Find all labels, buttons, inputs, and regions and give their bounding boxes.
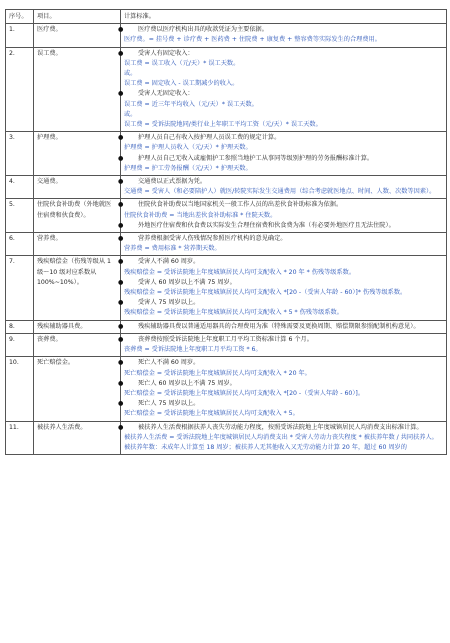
header-calculation-standard: 计算标准。 <box>121 10 447 24</box>
bullet-point <box>118 234 443 244</box>
bullet-point <box>118 335 443 345</box>
row-item-name: 死亡赔偿金。 <box>34 357 121 421</box>
line-text: 受害人 60 周岁以上不满 75 周岁。 <box>138 278 236 286</box>
line-text: 丧葬费 = 受诉法院地上年度职工月平均工资 * 6。 <box>124 346 262 354</box>
line-text: 死亡赔偿金 = 受诉法院地上年度城镇居民人均可支配收入 *[20 -（受害人年龄 - 60）]。 <box>124 389 365 397</box>
bullet-icon: ● <box>118 221 124 229</box>
formula-line <box>124 187 443 197</box>
row-calculation-standard <box>118 132 447 176</box>
row-calculation-standard <box>118 421 447 455</box>
line-text: 误工费 = 固定收入 - 误工期减少的收入。 <box>124 80 239 88</box>
row-item-name: 被扶养人生活费。 <box>34 421 121 455</box>
bullet-icon: ● <box>118 235 124 243</box>
table-row <box>6 256 447 320</box>
bullet-point <box>118 89 443 99</box>
row-serial-number: 10. <box>6 357 34 421</box>
row-item-name: 残疾赔偿金（伤残等级从 1 级～10 级对应系数从 100%~10%）。 <box>34 256 121 320</box>
row-serial-number: 11. <box>6 421 34 455</box>
line-text: 受害人无固定收入： <box>138 90 194 98</box>
table-row <box>6 233 447 256</box>
bullet-point <box>118 298 443 308</box>
table-row <box>6 24 447 47</box>
row-item-name: 丧葬费。 <box>34 333 121 356</box>
bullet-icon: ● <box>118 379 124 387</box>
line-text: 护理人员自己无收入或雇佣护工参照当地护工从事同等级别护理的劳务报酬标准计算。 <box>138 154 374 162</box>
formula-line <box>124 443 443 453</box>
table-row <box>6 47 447 132</box>
formula-line <box>124 79 443 89</box>
bullet-icon: ● <box>118 299 124 307</box>
table-row <box>6 320 447 333</box>
line-text: 残疾赔偿金 = 受诉法院地上年度城镇居民人均可支配收入 * 20 年 * 伤残等级系数。 <box>124 268 356 276</box>
line-text: 护理费 = 护理人员收入（元/天）* 护理天数。 <box>124 144 252 152</box>
row-item-name: 误工费。 <box>34 47 121 132</box>
line-text: 残疾赔偿金 = 受诉法院地上年度城镇居民人均可支配收入 * 5 * 伤残等级系数。 <box>124 309 343 317</box>
formula-line <box>124 433 443 443</box>
line-text: 残疾辅助器具费以普通适用器具的合理费用为准（特殊需要及更换周期、赔偿期限参照配制机构意见）。 <box>138 322 420 330</box>
line-text: 死亡人 75 周岁以上。 <box>138 400 200 408</box>
row-serial-number: 2. <box>6 47 34 132</box>
formula-line <box>124 143 443 153</box>
line-text: 或。 <box>124 70 137 78</box>
row-serial-number: 6. <box>6 233 34 256</box>
table-body <box>6 24 447 455</box>
table-row <box>6 421 447 455</box>
row-calculation-standard <box>118 233 447 256</box>
formula-line <box>124 59 443 69</box>
bullet-icon: ● <box>118 49 124 57</box>
row-calculation-standard <box>118 333 447 356</box>
bullet-point <box>118 177 443 187</box>
formula-line <box>124 120 443 130</box>
line-text: 误工费 = 受诉法院地同/类行业上年职工平均工资（元/天）* 误工天数。 <box>124 121 322 129</box>
line-text: 护理人员自己有收入按护理人员误工费的规定计算。 <box>138 134 281 142</box>
row-item-name: 交通费。 <box>34 176 121 199</box>
line-text: 被扶养人生活费根据扶养人丧失劳动能力程度，按照受诉法院地上年度城镇居民人均消费支出标准计算。 <box>138 423 423 431</box>
formula-line <box>124 268 443 278</box>
row-serial-number: 8. <box>6 320 34 333</box>
table-row <box>6 199 447 233</box>
line-text: 营养费根据受害人伤残情况参照医疗机构的意见确定。 <box>138 235 287 243</box>
formula-line <box>124 409 443 419</box>
bullet-icon: ● <box>118 322 124 330</box>
line-text: 丧葬费按照受诉法院地上年度职工月平均工资标准计算 6 个月。 <box>138 335 313 343</box>
formula-line <box>124 288 443 298</box>
row-item-name: 残疾辅助器具费。 <box>34 320 121 333</box>
bullet-point <box>118 423 443 433</box>
formula-line <box>124 244 443 254</box>
bullet-point <box>118 379 443 389</box>
row-serial-number: 3. <box>6 132 34 176</box>
table-row <box>6 333 447 356</box>
line-text: 被扶养年数：未成年人计算至 18 周岁；被扶养人无其他收入又无劳动能力计算 20 年，超过 60 周岁的 <box>124 443 407 451</box>
table-header-row <box>6 10 447 24</box>
line-text: 住院伙食补助费 = 当地出差伙食补助标准 * 住院天数。 <box>124 211 277 219</box>
formula-line <box>124 308 443 318</box>
row-serial-number: 5. <box>6 199 34 233</box>
row-calculation-standard <box>118 357 447 421</box>
bullet-icon: ● <box>118 258 124 266</box>
row-item-name: 护理费。 <box>34 132 121 176</box>
table-row <box>6 132 447 176</box>
bullet-point <box>118 257 443 267</box>
bullet-icon: ● <box>118 134 124 142</box>
row-calculation-standard <box>118 320 447 333</box>
formula-line <box>124 389 443 399</box>
bullet-icon: ● <box>118 400 124 408</box>
bullet-icon: ● <box>118 154 124 162</box>
bullet-icon: ● <box>118 278 124 286</box>
row-serial-number: 1. <box>6 24 34 47</box>
bullet-icon: ● <box>118 178 124 186</box>
row-calculation-standard <box>118 176 447 199</box>
formula-line <box>124 345 443 355</box>
bullet-icon: ● <box>118 26 124 34</box>
header-item: 项目。 <box>34 10 121 24</box>
line-text: 被扶养人生活费 = 受诉法院地上年度城镇居民人均消费支出 * 受害人劳动力丧失程度 * 被扶养年数 / 共同扶养人。 <box>124 433 438 441</box>
bullet-point <box>118 200 443 210</box>
table-row <box>6 176 447 199</box>
formula-line <box>124 369 443 379</box>
line-text: 营养费 = 费用标准 * 营养期天数。 <box>124 245 221 253</box>
row-calculation-standard <box>118 24 447 47</box>
row-calculation-standard <box>118 199 447 233</box>
bullet-point <box>118 133 443 143</box>
line-text: 住院伙食补助费以当地国家机关一般工作人员的出差伙食补助标准为依据。 <box>138 201 343 209</box>
bullet-icon: ● <box>118 359 124 367</box>
line-text: 死亡人不满 60 周岁。 <box>138 359 200 367</box>
bullet-point <box>118 322 443 332</box>
line-text: 医疗费以医疗机构出具的收款凭证为主要依据。 <box>138 26 268 34</box>
line-text: 误工费 = 近三年平均收入（元/天）* 误工天数。 <box>124 100 258 108</box>
line-text: 死亡人 60 周岁以上不满 75 周岁。 <box>138 379 236 387</box>
bullet-icon: ● <box>118 335 124 343</box>
row-serial-number: 7. <box>6 256 34 320</box>
bullet-point <box>118 278 443 288</box>
formula-line <box>124 211 443 221</box>
bullet-icon: ● <box>118 201 124 209</box>
row-item-name: 医疗费。 <box>34 24 121 47</box>
line-text: 误工费 = 误工收入（元/天）* 误工天数。 <box>124 59 240 67</box>
bullet-point <box>118 399 443 409</box>
line-text: 受害人有固定收入： <box>138 49 194 57</box>
row-calculation-standard <box>118 47 447 132</box>
line-text: 外地医疗住宿费和伙食费以实际发生合理住宿费和伙食费为准（有必要外地医疗且无法住院）。 <box>138 221 395 229</box>
table-row <box>6 357 447 421</box>
formula-line <box>124 69 443 79</box>
formula-line <box>124 35 443 45</box>
line-text: 受害人不满 60 周岁。 <box>138 258 200 266</box>
bullet-icon: ● <box>118 423 124 431</box>
line-text: 交通费以正式票据为凭。 <box>138 178 207 186</box>
line-text: 受害人 75 周岁以上。 <box>138 299 200 307</box>
line-text: 护理费 = 护工劳务报酬（元/天）* 护理天数。 <box>124 164 252 172</box>
row-item-name: 营养费。 <box>34 233 121 256</box>
bullet-point <box>118 358 443 368</box>
bullet-point <box>118 154 443 164</box>
line-text: 或。 <box>124 110 137 118</box>
line-text: 医疗费。= 挂号费 + 诊疗费 + 医药费 + 住院费 + 康复费 + 整容费等实际发生的合理费用。 <box>124 36 381 44</box>
line-text: 残疾赔偿金 = 受诉法院地上年度城镇居民人均可支配收入 *[20 -（受害人年龄 - 60）]* 伤残等级系数。 <box>124 289 407 297</box>
formula-line <box>124 110 443 120</box>
bullet-icon: ● <box>118 90 124 98</box>
bullet-point <box>118 221 443 231</box>
row-serial-number: 9. <box>6 333 34 356</box>
bullet-point <box>118 49 443 59</box>
compensation-standard-table <box>5 9 447 455</box>
formula-line <box>124 164 443 174</box>
line-text: 死亡赔偿金 = 受诉法院地上年度城镇居民人均可支配收入 * 20 年。 <box>124 369 311 377</box>
header-serial-number: 序号。 <box>6 10 34 24</box>
row-calculation-standard <box>118 256 447 320</box>
line-text: 交通费 = 受害人（和必要陪护人）就医/转院实际发生交通费用（综合考虑就医地点、时间、人数、次数等因素）。 <box>124 188 436 196</box>
row-serial-number: 4. <box>6 176 34 199</box>
bullet-point <box>118 25 443 35</box>
line-text: 死亡赔偿金 = 受诉法院地上年度城镇居民人均可支配收入 * 5。 <box>124 410 299 418</box>
formula-line <box>124 100 443 110</box>
row-item-name: 住院伙食补助费（外地就医住宿费和伙食费）。 <box>34 199 121 233</box>
